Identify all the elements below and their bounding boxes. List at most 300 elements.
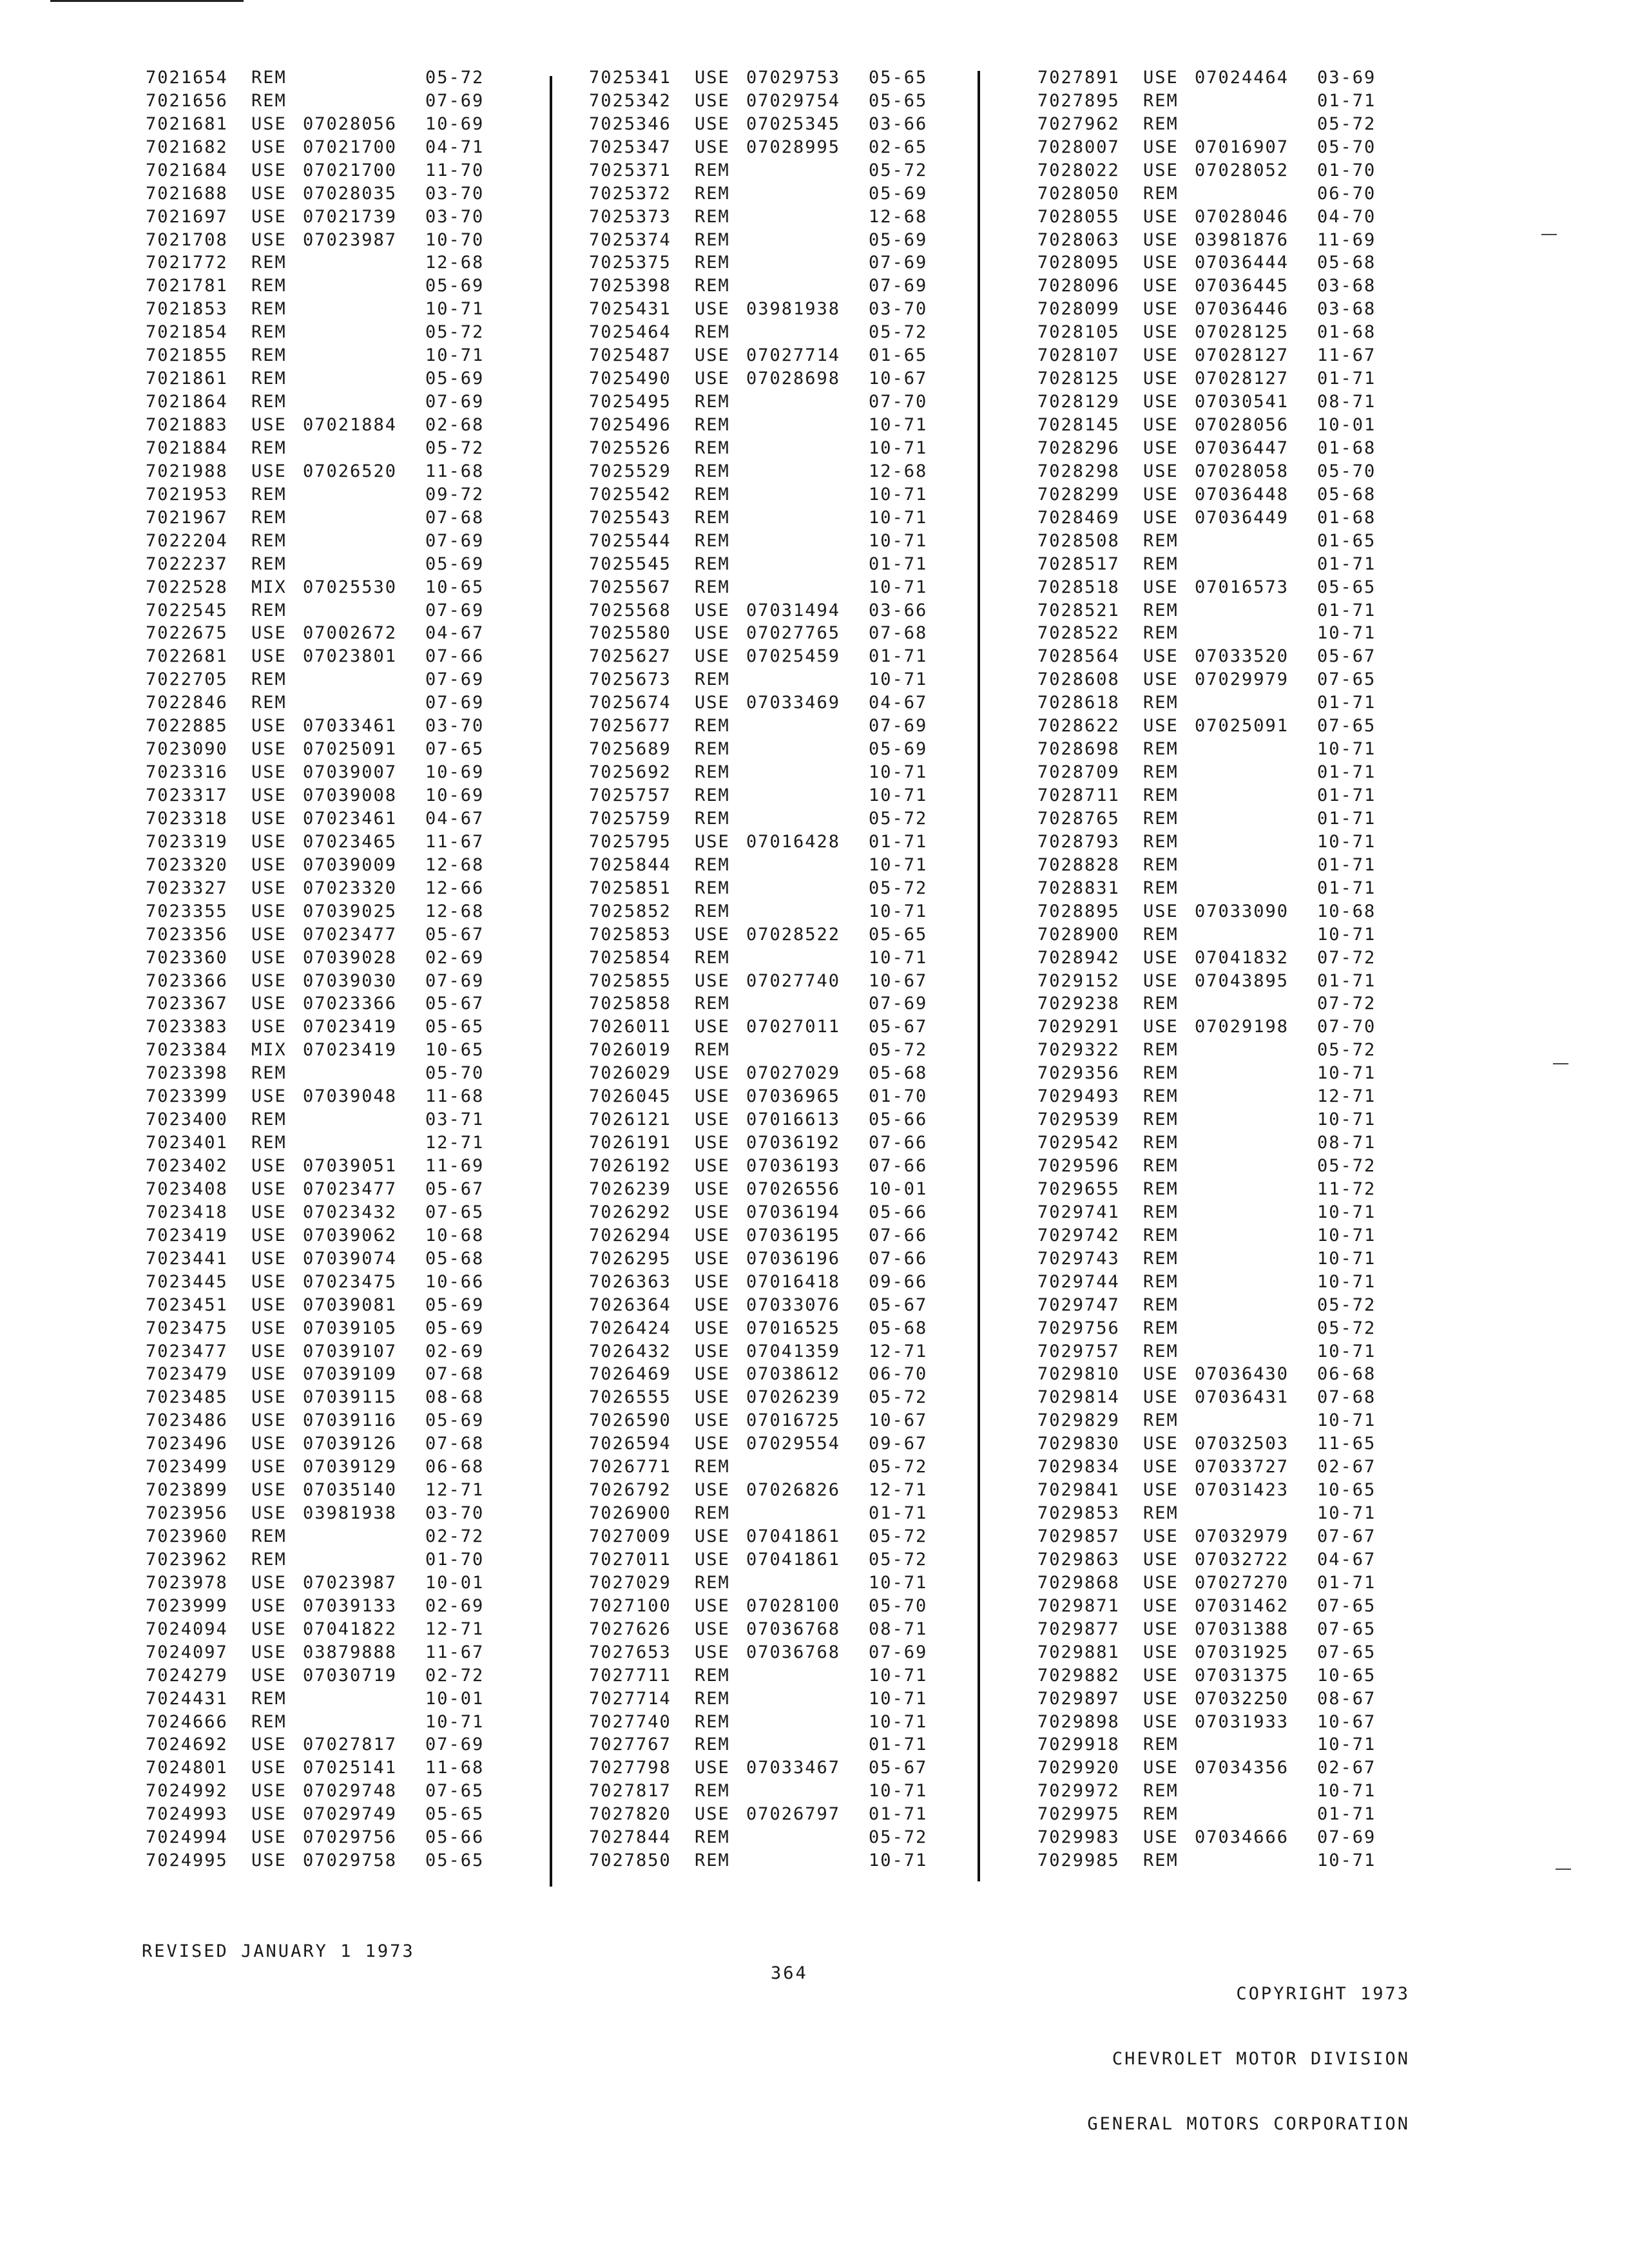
table-row — [589, 550, 946, 573]
part-number: 7026294 — [589, 1225, 671, 1245]
part-number: 7025673 — [589, 669, 671, 690]
disposition-code: USE — [1143, 1434, 1179, 1454]
disposition-code: USE — [251, 994, 287, 1014]
table-row — [589, 1012, 946, 1035]
part-number: 7029596 — [1037, 1156, 1120, 1176]
table-row — [146, 850, 503, 874]
disposition-code: USE — [251, 623, 287, 644]
table-row — [146, 434, 503, 457]
part-number: 7029857 — [1037, 1526, 1120, 1546]
effective-date: 05-65 — [869, 67, 928, 88]
replacement-part-number: 07030719 — [303, 1665, 398, 1686]
table-row — [589, 1707, 946, 1731]
part-number: 7022204 — [146, 530, 228, 551]
disposition-code: USE — [1143, 345, 1179, 366]
effective-date: 08-71 — [1317, 1133, 1376, 1153]
effective-date: 01-68 — [1317, 437, 1376, 458]
disposition-code: USE — [251, 1665, 287, 1686]
table-row — [146, 711, 503, 735]
part-number: 7026295 — [589, 1248, 671, 1269]
effective-date: 05-70 — [425, 1063, 485, 1084]
disposition-code: REM — [1143, 1202, 1179, 1222]
part-number: 7026292 — [589, 1202, 671, 1222]
effective-date: 07-69 — [425, 1735, 485, 1755]
table-row — [1037, 86, 1394, 110]
part-number: 7029814 — [1037, 1387, 1120, 1408]
part-number: 7029841 — [1037, 1480, 1120, 1501]
part-number: 7021781 — [146, 276, 228, 296]
table-row — [146, 596, 503, 619]
table-row — [1037, 1383, 1394, 1406]
table-row — [146, 1337, 503, 1360]
effective-date: 10-67 — [869, 369, 928, 389]
effective-date: 01-71 — [1317, 854, 1376, 875]
effective-date: 04-71 — [425, 137, 485, 157]
part-number: 7021772 — [146, 253, 228, 273]
part-number: 7024279 — [146, 1665, 228, 1686]
replacement-part-number: 07033469 — [746, 693, 841, 713]
table-row — [1037, 619, 1394, 642]
disposition-code: USE — [1143, 947, 1179, 968]
effective-date: 09-67 — [869, 1434, 928, 1454]
part-number: 7023486 — [146, 1410, 228, 1431]
part-number: 7023956 — [146, 1503, 228, 1524]
disposition-code: USE — [1143, 160, 1179, 180]
effective-date: 12-68 — [425, 854, 485, 875]
effective-date: 11-67 — [425, 1642, 485, 1662]
replacement-part-number: 07016907 — [1195, 137, 1289, 157]
effective-date: 12-66 — [425, 878, 485, 898]
replacement-part-number: 07023419 — [303, 1017, 398, 1037]
table-row — [1037, 1499, 1394, 1522]
effective-date: 07-66 — [869, 1225, 928, 1245]
part-number: 7026555 — [589, 1387, 671, 1408]
effective-date: 02-72 — [425, 1526, 485, 1546]
disposition-code: USE — [251, 1619, 287, 1639]
table-row — [146, 1406, 503, 1429]
effective-date: 04-67 — [1317, 1549, 1376, 1570]
disposition-code: REM — [251, 1063, 287, 1084]
effective-date: 01-71 — [1317, 808, 1376, 829]
disposition-code: USE — [695, 1017, 730, 1037]
part-number: 7026121 — [589, 1110, 671, 1130]
part-number: 7025375 — [589, 253, 671, 273]
effective-date: 01-71 — [869, 646, 928, 667]
effective-date: 01-71 — [1317, 970, 1376, 991]
effective-date: 12-71 — [869, 1480, 928, 1501]
disposition-code: USE — [1143, 901, 1179, 921]
table-row — [146, 480, 503, 503]
part-number: 7028711 — [1037, 785, 1120, 805]
effective-date: 10-71 — [869, 437, 928, 458]
replacement-part-number: 07036768 — [746, 1642, 841, 1662]
table-row — [146, 364, 503, 387]
table-row — [589, 1753, 946, 1776]
part-number: 7029493 — [1037, 1086, 1120, 1107]
disposition-code: REM — [695, 577, 730, 597]
replacement-part-number: 07036196 — [746, 1248, 841, 1269]
table-row — [146, 249, 503, 272]
part-number: 7023445 — [146, 1271, 228, 1292]
disposition-code: USE — [695, 1526, 730, 1546]
disposition-code: USE — [251, 1410, 287, 1431]
disposition-code: REM — [251, 1133, 287, 1153]
replacement-part-number: 07036193 — [746, 1156, 841, 1176]
disposition-code: USE — [1143, 1457, 1179, 1477]
table-row — [146, 1314, 503, 1337]
part-number: 7029356 — [1037, 1063, 1120, 1084]
effective-date: 05-72 — [869, 1387, 928, 1408]
part-number: 7023316 — [146, 762, 228, 783]
disposition-code: USE — [1143, 415, 1179, 435]
replacement-part-number: 07028100 — [746, 1595, 841, 1616]
disposition-code: REM — [251, 600, 287, 620]
table-row — [589, 410, 946, 434]
replacement-part-number: 07023987 — [303, 1572, 398, 1593]
table-row — [589, 1128, 946, 1151]
part-number: 7026364 — [589, 1294, 671, 1315]
part-number: 7028895 — [1037, 901, 1120, 921]
replacement-part-number: 07023477 — [303, 924, 398, 945]
effective-date: 10-69 — [425, 785, 485, 805]
effective-date: 10-67 — [869, 1410, 928, 1431]
part-number: 7027714 — [589, 1688, 671, 1709]
part-number: 7029897 — [1037, 1688, 1120, 1709]
effective-date: 02-69 — [425, 947, 485, 968]
table-row — [589, 1615, 946, 1638]
part-number: 7023366 — [146, 970, 228, 991]
revision-note: REVISED JANUARY 1 1973 — [142, 1941, 415, 1961]
disposition-code: USE — [695, 137, 730, 157]
effective-date: 07-65 — [425, 739, 485, 760]
part-number: 7027740 — [589, 1711, 671, 1732]
replacement-part-number: 07033520 — [1195, 646, 1289, 667]
part-number: 7026792 — [589, 1480, 671, 1501]
disposition-code: REM — [695, 1711, 730, 1732]
table-row — [146, 1823, 503, 1846]
effective-date: 05-67 — [425, 994, 485, 1014]
effective-date: 03-70 — [869, 299, 928, 320]
effective-date: 01-70 — [425, 1549, 485, 1570]
replacement-part-number: 07021739 — [303, 206, 398, 227]
effective-date: 07-69 — [869, 1642, 928, 1662]
disposition-code: REM — [1143, 1178, 1179, 1199]
disposition-code: REM — [1143, 831, 1179, 852]
disposition-code: USE — [1143, 276, 1179, 296]
table-row — [589, 1545, 946, 1568]
effective-date: 05-68 — [1317, 253, 1376, 273]
part-number: 7028618 — [1037, 693, 1120, 713]
part-number: 7026011 — [589, 1017, 671, 1037]
table-row — [1037, 1175, 1394, 1198]
replacement-part-number: 07033467 — [746, 1758, 841, 1778]
disposition-code: USE — [251, 1318, 287, 1338]
table-row — [589, 156, 946, 179]
table-row — [146, 1684, 503, 1707]
disposition-code: USE — [1143, 369, 1179, 389]
effective-date: 10-71 — [1317, 1271, 1376, 1292]
table-row — [1037, 642, 1394, 665]
part-number: 7029322 — [1037, 1040, 1120, 1061]
table-row — [1037, 1638, 1394, 1661]
effective-date: 10-71 — [1317, 623, 1376, 644]
replacement-part-number: 07041861 — [746, 1549, 841, 1570]
disposition-code: USE — [251, 137, 287, 157]
effective-date: 11-72 — [1317, 1178, 1376, 1199]
replacement-part-number: 07023475 — [303, 1271, 398, 1292]
table-row — [589, 1267, 946, 1291]
replacement-part-number: 07029754 — [746, 90, 841, 111]
effective-date: 12-68 — [869, 206, 928, 227]
disposition-code: REM — [695, 437, 730, 458]
part-number: 7027798 — [589, 1758, 671, 1778]
copyright-line: COPYRIGHT 1973 — [1236, 1983, 1410, 2004]
replacement-part-number: 07021700 — [303, 160, 398, 180]
effective-date: 12-68 — [425, 901, 485, 921]
table-row — [589, 1151, 946, 1175]
table-row — [1037, 573, 1394, 596]
effective-date: 07-69 — [869, 276, 928, 296]
part-number: 7025371 — [589, 160, 671, 180]
disposition-code: REM — [1143, 739, 1179, 760]
effective-date: 05-65 — [869, 90, 928, 111]
table-row — [589, 1291, 946, 1314]
effective-date: 10-71 — [869, 415, 928, 435]
effective-date: 10-70 — [425, 229, 485, 250]
effective-date: 03-70 — [425, 206, 485, 227]
replacement-part-number: 07027740 — [746, 970, 841, 991]
replacement-part-number: 07027011 — [746, 1017, 841, 1037]
effective-date: 01-65 — [1317, 530, 1376, 551]
table-row — [146, 341, 503, 364]
effective-date: 10-71 — [869, 507, 928, 528]
effective-date: 05-72 — [1317, 1156, 1376, 1176]
part-number: 7028942 — [1037, 947, 1120, 968]
replacement-part-number: 07029749 — [303, 1804, 398, 1825]
disposition-code: REM — [695, 994, 730, 1014]
replacement-part-number: 07016613 — [746, 1110, 841, 1130]
effective-date: 01-71 — [1317, 785, 1376, 805]
effective-date: 07-70 — [869, 392, 928, 412]
table-row — [1037, 271, 1394, 294]
disposition-code: REM — [1143, 90, 1179, 111]
effective-date: 01-71 — [869, 553, 928, 574]
replacement-part-number: 07025141 — [303, 1758, 398, 1778]
part-number: 7023317 — [146, 785, 228, 805]
disposition-code: USE — [251, 739, 287, 760]
part-number: 7025431 — [589, 299, 671, 320]
replacement-part-number: 07028125 — [1195, 322, 1289, 343]
part-number: 7021708 — [146, 229, 228, 250]
table-row — [1037, 1591, 1394, 1615]
effective-date: 01-71 — [1317, 878, 1376, 898]
table-row — [146, 1059, 503, 1082]
effective-date: 10-67 — [1317, 1711, 1376, 1732]
effective-date: 05-72 — [1317, 1294, 1376, 1315]
disposition-code: REM — [695, 1688, 730, 1709]
effective-date: 10-69 — [425, 762, 485, 783]
table-row — [1037, 1267, 1394, 1291]
replacement-part-number: 07039051 — [303, 1156, 398, 1176]
effective-date: 01-71 — [1317, 90, 1376, 111]
part-number: 7023318 — [146, 808, 228, 829]
part-number: 7023499 — [146, 1457, 228, 1477]
part-number: 7023962 — [146, 1549, 228, 1570]
replacement-part-number: 07036430 — [1195, 1364, 1289, 1385]
disposition-code: REM — [695, 901, 730, 921]
part-number: 7025495 — [589, 392, 671, 412]
effective-date: 07-70 — [1317, 1017, 1376, 1037]
disposition-code: USE — [251, 113, 287, 134]
effective-date: 07-67 — [1317, 1526, 1376, 1546]
part-number: 7029830 — [1037, 1434, 1120, 1454]
replacement-part-number: 07036444 — [1195, 253, 1289, 273]
table-row — [1037, 503, 1394, 526]
replacement-part-number: 07043895 — [1195, 970, 1289, 991]
part-number: 7025490 — [589, 369, 671, 389]
replacement-part-number: 07028056 — [303, 113, 398, 134]
effective-date: 05-72 — [869, 1827, 928, 1848]
part-number: 7028299 — [1037, 484, 1120, 505]
disposition-code: REM — [1143, 1341, 1179, 1361]
effective-date: 07-69 — [425, 600, 485, 620]
table-row — [146, 410, 503, 434]
table-row — [1037, 249, 1394, 272]
disposition-code: REM — [695, 785, 730, 805]
effective-date: 10-71 — [1317, 1503, 1376, 1524]
part-number: 7028298 — [1037, 461, 1120, 481]
table-row — [1037, 1128, 1394, 1151]
replacement-part-number: 07023987 — [303, 229, 398, 250]
part-number: 7024666 — [146, 1711, 228, 1732]
replacement-part-number: 07039048 — [303, 1086, 398, 1107]
table-row — [146, 179, 503, 202]
table-row — [1037, 758, 1394, 781]
replacement-part-number: 07021700 — [303, 137, 398, 157]
replacement-part-number: 07026239 — [746, 1387, 841, 1408]
disposition-code: USE — [695, 1480, 730, 1501]
replacement-part-number: 07025091 — [303, 739, 398, 760]
part-number: 7022885 — [146, 716, 228, 736]
table-row — [1037, 457, 1394, 480]
part-number: 7023418 — [146, 1202, 228, 1222]
effective-date: 07-66 — [425, 646, 485, 667]
disposition-code: REM — [695, 1572, 730, 1593]
disposition-code: USE — [251, 1294, 287, 1315]
table-row — [589, 897, 946, 920]
disposition-code: USE — [1143, 1526, 1179, 1546]
part-number: 7029743 — [1037, 1248, 1120, 1269]
effective-date: 10-71 — [425, 345, 485, 366]
table-row — [589, 434, 946, 457]
replacement-part-number: 07016418 — [746, 1271, 841, 1292]
part-number: 7028296 — [1037, 437, 1120, 458]
effective-date: 11-67 — [425, 831, 485, 852]
part-number: 7025689 — [589, 739, 671, 760]
replacement-part-number: 07036448 — [1195, 484, 1289, 505]
table-row — [589, 619, 946, 642]
disposition-code: REM — [695, 206, 730, 227]
disposition-code: USE — [1143, 484, 1179, 505]
table-row — [589, 1661, 946, 1684]
replacement-part-number: 07036431 — [1195, 1387, 1289, 1408]
effective-date: 10-71 — [869, 785, 928, 805]
effective-date: 10-71 — [869, 1688, 928, 1709]
effective-date: 09-66 — [869, 1271, 928, 1292]
part-number: 7021988 — [146, 461, 228, 481]
disposition-code: USE — [251, 878, 287, 898]
effective-date: 10-65 — [1317, 1665, 1376, 1686]
table-row — [589, 1105, 946, 1128]
part-number: 7025464 — [589, 322, 671, 343]
disposition-code: USE — [695, 1271, 730, 1292]
effective-date: 07-69 — [869, 716, 928, 736]
part-number: 7021684 — [146, 160, 228, 180]
table-row — [589, 202, 946, 226]
disposition-code: USE — [1143, 1642, 1179, 1662]
part-number: 7025496 — [589, 415, 671, 435]
replacement-part-number: 07016525 — [746, 1318, 841, 1338]
table-row — [146, 1499, 503, 1522]
part-number: 7025858 — [589, 994, 671, 1014]
replacement-part-number: 07031462 — [1195, 1595, 1289, 1616]
effective-date: 10-71 — [1317, 739, 1376, 760]
replacement-part-number: 07030541 — [1195, 392, 1289, 412]
table-row — [1037, 156, 1394, 179]
disposition-code: USE — [695, 1248, 730, 1269]
part-number: 7023367 — [146, 994, 228, 1014]
table-row — [589, 573, 946, 596]
disposition-code: REM — [1143, 1503, 1179, 1524]
table-row — [1037, 850, 1394, 874]
replacement-part-number: 07041822 — [303, 1619, 398, 1639]
part-number: 7029882 — [1037, 1665, 1120, 1686]
part-number: 7029881 — [1037, 1642, 1120, 1662]
part-number: 7025346 — [589, 113, 671, 134]
table-row — [146, 294, 503, 318]
disposition-code: REM — [695, 739, 730, 760]
effective-date: 05-65 — [1317, 577, 1376, 597]
column-divider — [978, 71, 980, 1881]
table-row — [589, 1591, 946, 1615]
table-row — [146, 1591, 503, 1615]
part-number: 7028022 — [1037, 160, 1120, 180]
table-row — [589, 1244, 946, 1267]
disposition-code: REM — [1143, 1110, 1179, 1130]
effective-date: 09-72 — [425, 484, 485, 505]
replacement-part-number: 07027817 — [303, 1735, 398, 1755]
part-number: 7029975 — [1037, 1804, 1120, 1825]
disposition-code: REM — [695, 229, 730, 250]
table-row — [1037, 480, 1394, 503]
part-number: 7021697 — [146, 206, 228, 227]
table-row — [589, 665, 946, 688]
part-number: 7027626 — [589, 1619, 671, 1639]
column-divider — [550, 76, 552, 1887]
part-number: 7028900 — [1037, 924, 1120, 945]
part-number: 7027100 — [589, 1595, 671, 1616]
table-row — [589, 874, 946, 897]
part-number: 7023485 — [146, 1387, 228, 1408]
effective-date: 02-72 — [425, 1665, 485, 1686]
disposition-code: REM — [695, 762, 730, 783]
margin-mark — [1553, 1063, 1568, 1064]
replacement-part-number: 07016725 — [746, 1410, 841, 1431]
disposition-code: REM — [251, 1711, 287, 1732]
table-row — [589, 1175, 946, 1198]
table-row — [589, 1823, 946, 1846]
part-number: 7029741 — [1037, 1202, 1120, 1222]
